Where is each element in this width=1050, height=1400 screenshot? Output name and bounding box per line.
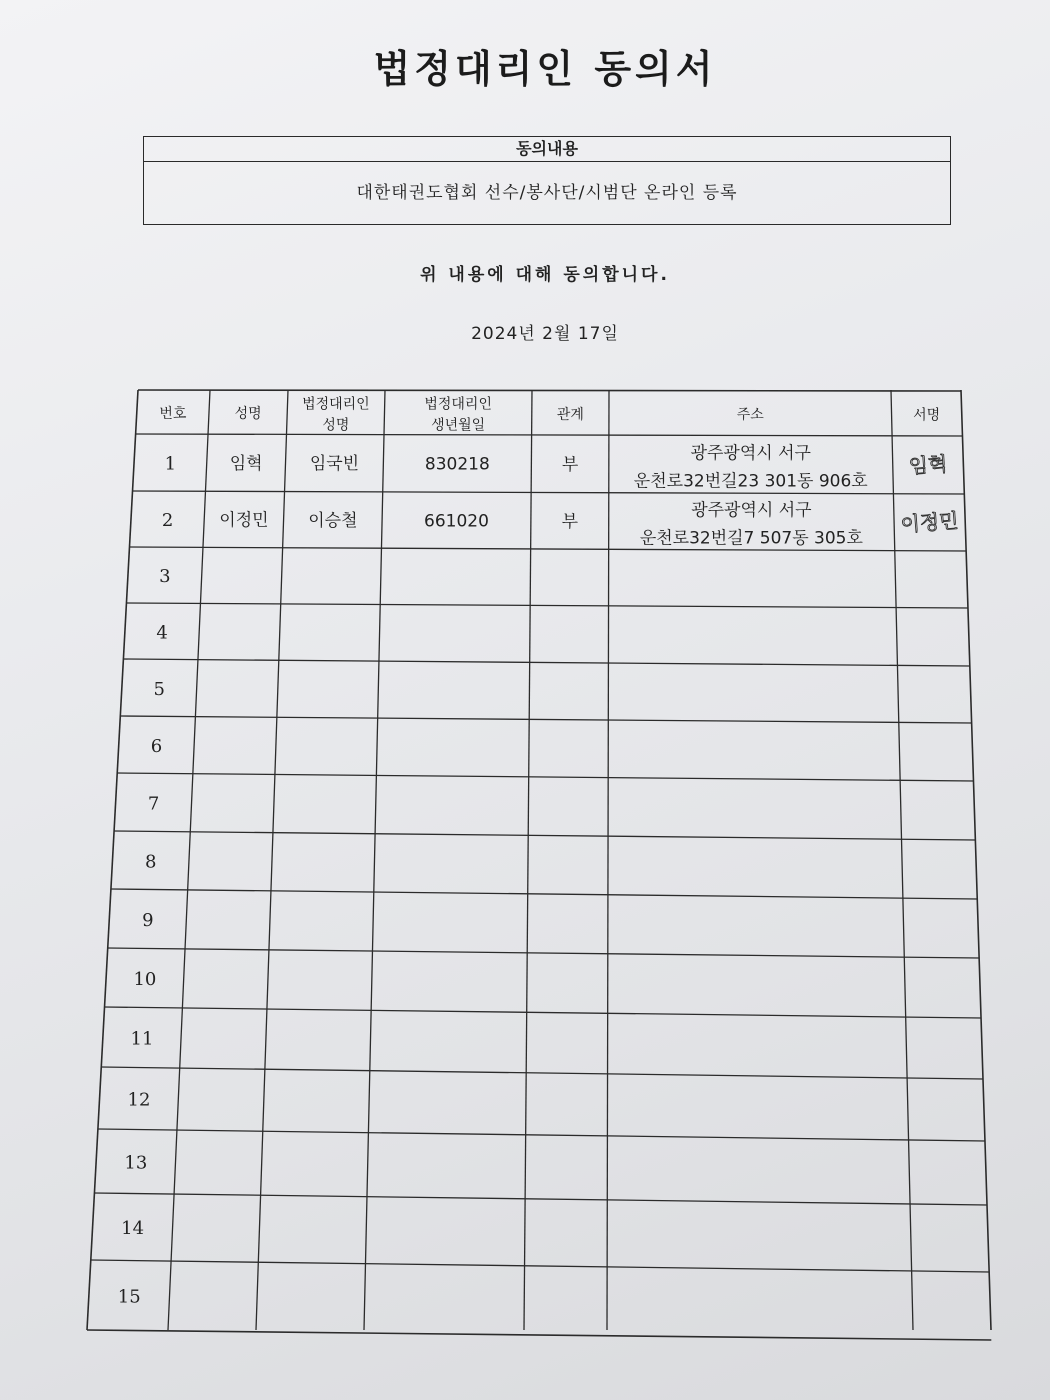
row-divider (126, 603, 968, 608)
cell-relation: 부 (561, 511, 579, 532)
cell-address: 운천로32번길7 507동 305호 (639, 528, 863, 549)
header-guardian-birth: 생년월일 (431, 417, 486, 434)
row-number: 3 (159, 566, 171, 588)
row-divider (114, 831, 975, 840)
row-number: 2 (161, 510, 174, 532)
row-divider (101, 1067, 983, 1079)
header-signature: 서명 (913, 407, 941, 424)
cell-address: 광주광역시 서구 (691, 500, 812, 521)
document-date: 2024년 2월 17일 (471, 324, 619, 344)
signature-mark: 임혁 (907, 451, 949, 479)
row-number: 6 (150, 735, 163, 757)
row-number: 15 (117, 1286, 141, 1308)
row-number: 4 (156, 622, 168, 644)
row-divider (111, 889, 977, 899)
cell-name: 이정민 (219, 510, 269, 531)
row-divider (105, 1007, 982, 1018)
row-number: 10 (133, 968, 157, 990)
column-divider (256, 390, 288, 1330)
row-divider (123, 659, 969, 666)
agree-statement: 위 내용에 대해 동의합니다. (420, 265, 670, 285)
row-divider (120, 716, 971, 723)
table-border (138, 390, 961, 391)
row-number: 12 (127, 1089, 151, 1111)
row-divider (91, 1260, 989, 1272)
header-name: 성명 (234, 406, 262, 423)
column-divider (168, 390, 210, 1330)
row-number: 11 (130, 1028, 154, 1050)
header-relation: 관계 (556, 406, 584, 423)
cell-address: 광주광역시 서구 (690, 443, 811, 464)
header-no: 번호 (159, 406, 187, 423)
cell-relation: 부 (561, 454, 579, 475)
header-address: 주소 (736, 407, 764, 424)
cell-name: 임혁 (229, 453, 263, 474)
cell-guardian-name: 임국빈 (309, 454, 360, 475)
signature-mark: 이정민 (899, 508, 960, 537)
cell-guardian-name: 이승철 (308, 510, 358, 531)
cell-guardian-birth: 661020 (424, 511, 489, 532)
column-divider (607, 390, 609, 1330)
row-number: 9 (142, 909, 154, 931)
header-guardian-name: 법정대리인 (302, 396, 370, 413)
row-divider (98, 1129, 985, 1141)
column-divider (524, 390, 532, 1330)
column-divider (364, 390, 385, 1330)
row-divider (133, 491, 965, 494)
row-number: 14 (121, 1218, 145, 1240)
row-number: 5 (153, 678, 166, 700)
document-title: 법정대리인 동의서 (373, 47, 717, 91)
consent-header: 동의내용 (144, 137, 950, 162)
header-guardian-birth: 법정대리인 (424, 396, 492, 413)
table-border (87, 1330, 991, 1340)
row-number: 8 (145, 851, 157, 873)
row-divider (94, 1193, 987, 1205)
header-guardian-name: 성명 (322, 417, 350, 434)
row-number: 13 (124, 1152, 148, 1174)
table-border (87, 390, 138, 1330)
table-border (961, 390, 991, 1330)
cell-address: 운천로32번길23 301동 906호 (633, 471, 868, 492)
row-divider (136, 434, 963, 436)
cell-guardian-birth: 830218 (424, 454, 490, 475)
row-divider (117, 773, 973, 781)
row-number: 7 (147, 793, 160, 815)
consent-body: 대한태권도협회 선수/봉사단/시범단 온라인 등록 (356, 183, 738, 203)
row-divider (108, 948, 979, 958)
row-number: 1 (164, 453, 177, 475)
